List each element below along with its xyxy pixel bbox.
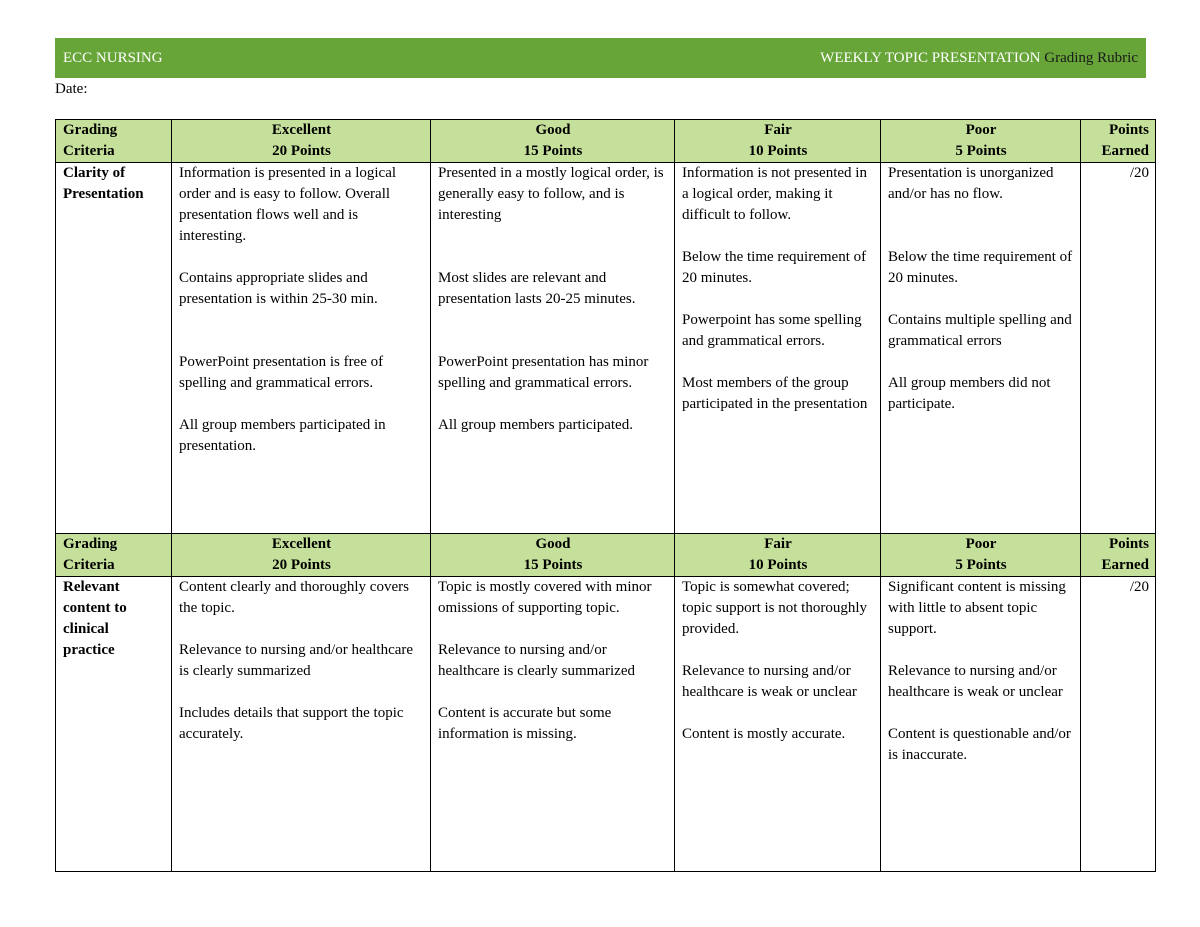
header-good: Good 15 Points: [431, 534, 675, 577]
cell-fair: Information is not presented in a logical order, making it difficult to follow. Below the time requirement of 20 minutes. Powerpoint has some spelling and grammatical errors. Most members of the group participated in the presentation: [675, 163, 881, 534]
header-right-suffix: Grading Rubric: [1044, 49, 1138, 66]
header-fair: Fair 10 Points: [675, 120, 881, 163]
table-header-row: [56, 534, 1156, 577]
header-points-earned: Points Earned: [1081, 120, 1156, 163]
header-excellent: Excellent 20 Points: [172, 120, 431, 163]
header-poor: Poor 5 Points: [881, 534, 1081, 577]
header-banner: [55, 38, 1146, 78]
criteria-clarity: Clarity of Presentation: [56, 163, 172, 534]
table-header-row: [56, 120, 1156, 163]
header-poor: Poor 5 Points: [881, 120, 1081, 163]
cell-good: Presented in a mostly logical order, is generally easy to follow, and is interesting Most slides are relevant and presentation lasts 20-25 minutes. PowerPoint presentation has minor spelling and grammatical errors. All group members participated.: [431, 163, 675, 534]
cell-good: Topic is mostly covered with minor omissions of supporting topic. Relevance to nursing and/or healthcare is clearly summarized Content is accurate but some information is missing.: [431, 577, 675, 872]
table-row: [56, 163, 1156, 534]
cell-excellent: Content clearly and thoroughly covers the topic. Relevance to nursing and/or healthcare is clearly summarized Includes details that support the topic accurately.: [172, 577, 431, 872]
table-row: [56, 577, 1156, 872]
header-points-earned: Points Earned: [1081, 534, 1156, 577]
grading-rubric-table: [55, 119, 1156, 872]
points-earned-relevant[interactable]: /20: [1081, 577, 1156, 872]
header-right-main: WEEKLY TOPIC PRESENTATION: [820, 49, 1041, 66]
header-left-title: ECC NURSING: [63, 49, 163, 66]
header-right-title: [820, 50, 1138, 67]
cell-poor: Presentation is unorganized and/or has no flow. Below the time requirement of 20 minutes. Contains multiple spelling and grammatical errors All group members did not participate.: [881, 163, 1081, 534]
criteria-relevant-content: Relevant content to clinical practice: [56, 577, 172, 872]
cell-fair: Topic is somewhat covered; topic support is not thoroughly provided. Relevance to nursing and/or healthcare is weak or unclear Content is mostly accurate.: [675, 577, 881, 872]
header-good: Good 15 Points: [431, 120, 675, 163]
header-criteria: Grading Criteria: [56, 534, 172, 577]
points-earned-clarity[interactable]: /20: [1081, 163, 1156, 534]
header-criteria: Grading Criteria: [56, 120, 172, 163]
header-fair: Fair 10 Points: [675, 534, 881, 577]
date-label: Date:: [55, 81, 88, 97]
cell-excellent: Information is presented in a logical order and is easy to follow. Overall presentation flows well and is interesting. Contains appropriate slides and presentation is within 25-30 min. PowerPoint presentation is free of spelling and grammatical errors. All group members participated in presentation.: [172, 163, 431, 534]
cell-poor: Significant content is missing with little to absent topic support. Relevance to nursing and/or healthcare is weak or unclear Content is questionable and/or is inaccurate.: [881, 577, 1081, 872]
header-excellent: Excellent 20 Points: [172, 534, 431, 577]
